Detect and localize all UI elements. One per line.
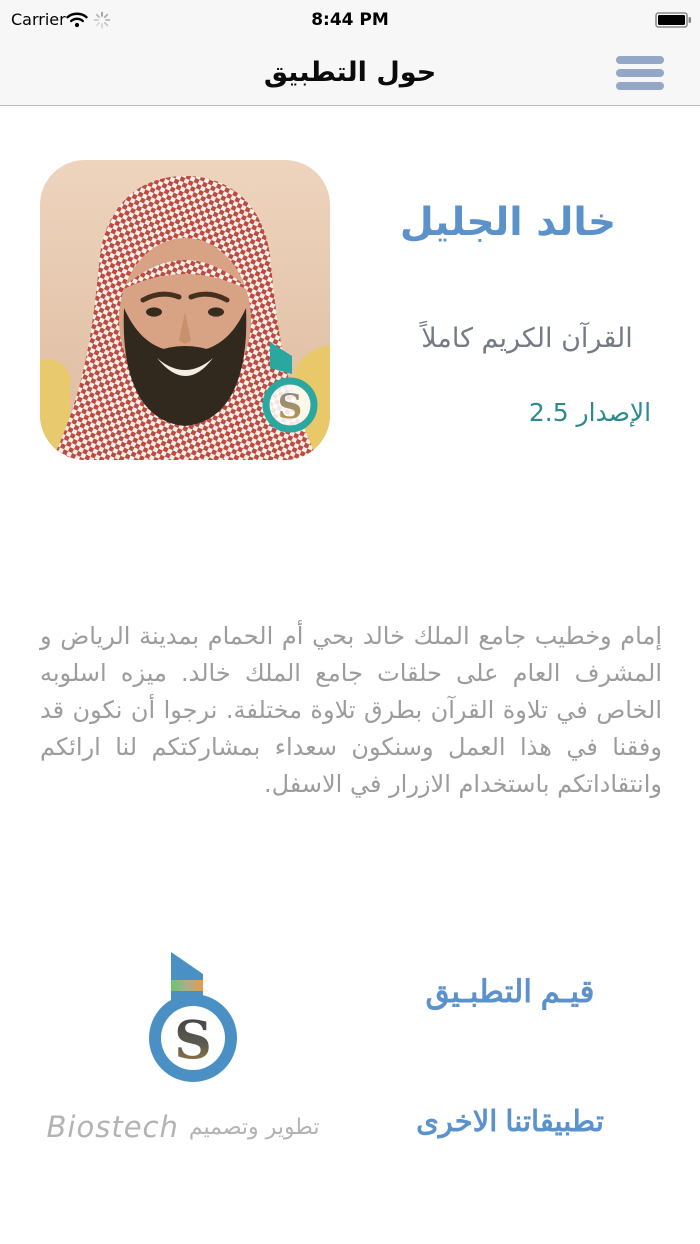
about-paragraph: إمام وخطيب جامع الملك خالد بحي أم الحمام بمدينة الرياض و المشرف العام على حلقات جامع الملك خالد. ميزه اسلوبه الخاص في تلاوة القرآن بطرق تلاوة مختلفة. نرجوا أن نكون قد وفقنا في هذا العمل وسنكون سعداء بمشاركتكم لنا ارائكم وانتقاداتكم باستخدام الازرار في الاسفل. [40,622,662,798]
app-subtitle: القرآن الكريم كاملاً [421,323,633,354]
status-bar [0,0,700,40]
developer-credit [46,1110,320,1144]
brand-name: Biostech [46,1110,179,1144]
hamburger-menu-button[interactable] [616,50,666,96]
battery-icon [655,12,692,32]
rate-app-button[interactable]: قيـم التطبـيق [410,974,610,1010]
reciter-name: خالد الجليل [399,200,617,245]
reciter-photo [40,160,330,460]
version-label: الإصدار 2.5 [528,398,652,427]
hamburger-menu-icon [616,56,664,64]
nav-bar [0,40,700,106]
biostech-logo [143,948,237,1086]
svg-text:S: S [174,1010,212,1072]
svg-text:S: S [277,387,303,427]
credit-text: تطوير وتصميم [188,1114,320,1140]
carrier-label: Carrier [11,10,66,29]
other-apps-button[interactable]: تطبيقاتنا الاخرى [400,1104,620,1139]
clock-label: 8:44 PM [311,10,389,30]
page-title: حول التطبيق [263,57,437,88]
